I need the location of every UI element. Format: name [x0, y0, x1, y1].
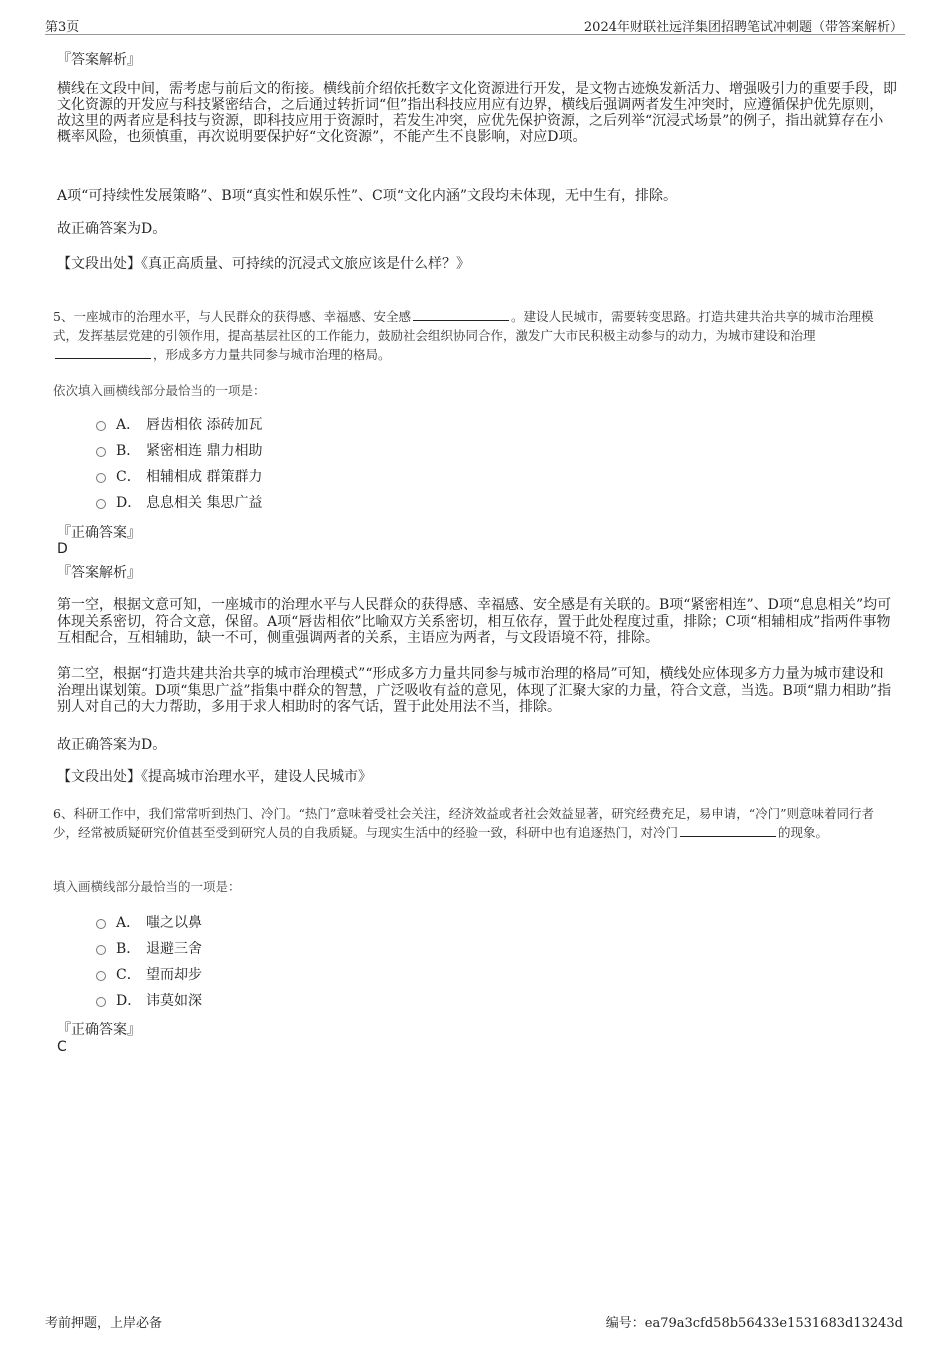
q4-analysis-paragraph-2: A项“可持续性发展策略”、B项“真实性和娱乐性”、C项“文化内涵”文段均未体现，无中生有，排除。: [57, 188, 678, 204]
radio-icon[interactable]: [96, 971, 106, 981]
document-code: 编号：ea79a3cfd58b56433e1531683d13243d: [605, 1316, 903, 1331]
page-number: 第3页: [45, 20, 80, 35]
q5-analysis-label: 『答案解析』: [57, 565, 141, 581]
q6-question-text: 6、科研工作中，我们常常听到热门、冷门。“热门”意味着受社会关注，经济效益或者社会效益显著，研究经费充足，易申请，“冷门”则意味着同行者少，经常被质疑研究价值甚至受到研究人员的自我质疑。与现实生活中的经验一致，科研中也有追逐热门，对冷门 的现象。: [53, 806, 875, 840]
q5-option-b[interactable]: B． 紧密相连 鼎力相助: [96, 441, 262, 461]
q6-option-a[interactable]: A． 嗤之以鼻: [96, 913, 202, 933]
footer-slogan: 考前押题，上岸必备: [45, 1316, 163, 1331]
q4-analysis-paragraph-3: 故正确答案为D。: [57, 221, 167, 237]
fill-blank: [680, 826, 776, 837]
radio-icon[interactable]: [96, 919, 106, 929]
q4-analysis-label: 『答案解析』: [57, 52, 141, 68]
page-header: [45, 14, 905, 35]
fill-blank: [55, 348, 151, 359]
q5-correct-label: 『正确答案』: [57, 525, 141, 541]
q6-correct-answer: C: [57, 1039, 67, 1055]
radio-icon[interactable]: [96, 447, 106, 457]
q6-prompt: 填入画横线部分最恰当的一项是：: [53, 879, 241, 894]
q5-analysis-paragraph-1: 第一空，根据文意可知，一座城市的治理水平与人民群众的获得感、幸福感、安全感是有关联的。B项“紧密相连”、D项“息息相关”均可体现关系密切，符合文意，保留。A项“唇齿相依”比喻双方关系密切，相互依存，置于此处程度过重，排除；C项“相辅相成”指两件事物互相配合，互相辅助，缺一不可，侧重强调两者的关系，主语应为两者，与文段语境不符，排除。: [57, 597, 892, 647]
q5-analysis-paragraph-3: 故正确答案为D。: [57, 737, 167, 753]
radio-icon[interactable]: [96, 473, 106, 483]
q5-question-text: 5、一座城市的治理水平，与人民群众的获得感、幸福感、安全感 。建设人民城市，需要转变思路。打造共建共治共享的城市治理模式，发挥基层党建的引领作用，提高基层社区的工作能力，鼓励社会组织协同合作，激发广大市民积极主动参与的动力，为城市建设和治理，形成多方力量共同参与城市治理的格局。: [53, 309, 874, 362]
q6-option-d[interactable]: D． 讳莫如深: [96, 991, 202, 1011]
radio-icon[interactable]: [96, 945, 106, 955]
q5-option-c[interactable]: C． 相辅相成 群策群力: [96, 467, 262, 487]
q4-source: 【文段出处】《真正高质量、可持续的沉浸式文旅应该是什么样？》: [57, 256, 470, 272]
q5-source: 【文段出处】《提高城市治理水平，建设人民城市》: [57, 769, 372, 785]
radio-icon[interactable]: [96, 499, 106, 509]
q5-correct-answer: D: [57, 541, 68, 557]
fill-blank: [413, 310, 509, 321]
q6-correct-label: 『正确答案』: [57, 1022, 141, 1038]
q5-option-d[interactable]: D． 息息相关 集思广益: [96, 493, 262, 513]
q6-option-b[interactable]: B． 退避三舍: [96, 939, 202, 959]
radio-icon[interactable]: [96, 421, 106, 431]
q5-option-a[interactable]: A． 唇齿相依 添砖加瓦: [96, 415, 262, 435]
q4-analysis-paragraph-1: 横线在文段中间，需考虑与前后文的衔接。横线前介绍依托数字文化资源进行开发，是文物古迹焕发新活力、增强吸引力的重要手段，即文化资源的开发应与科技紧密结合，之后通过转折词“但”指出科技应用应有边界，横线后强调两者发生冲突时，应遵循保护优先原则，故这里的两者应是科技与资源，即科技应用于资源时，若发生冲突，应优先保护资源，之后列举“沉浸式场景”的例子，指出就算存在小概率风险，也须慎重，再次说明要保护好“文化资源”，不能产生不良影响，对应D项。: [57, 81, 897, 145]
document-title: 2024年财联社远洋集团招聘笔试冲刺题（带答案解析）: [583, 20, 903, 35]
radio-icon[interactable]: [96, 997, 106, 1007]
q6-option-c[interactable]: C． 望而却步: [96, 965, 202, 985]
q5-prompt: 依次填入画横线部分最恰当的一项是：: [53, 383, 266, 398]
q5-analysis-paragraph-2: 第二空，根据“打造共建共治共享的城市治理模式”“形成多方力量共同参与城市治理的格局”可知，横线处应体现多方力量为城市建设和治理出谋划策。D项“集思广益”指集中群众的智慧，广泛吸收有益的意见，体现了汇聚大家的力量，符合文意，当选。B项“鼎力相助”指别人对自己的大力帮助，多用于求人相助时的客气话，置于此处用法不当，排除。: [57, 666, 892, 716]
